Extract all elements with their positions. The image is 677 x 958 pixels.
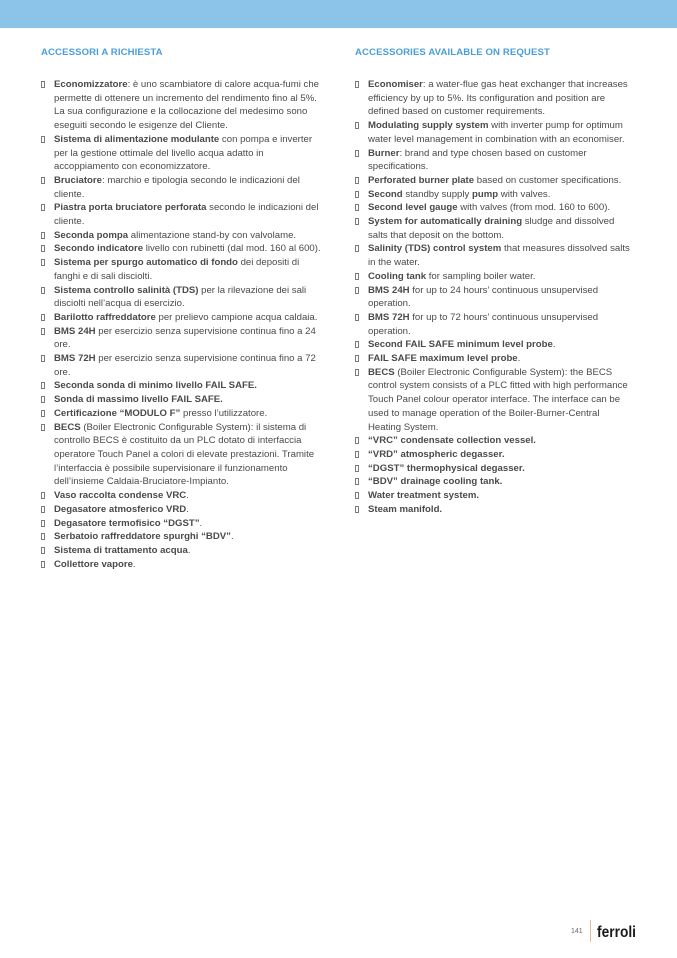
bullet-icon [41, 259, 45, 266]
item-term: Perforated burner plate [368, 174, 475, 186]
list-item [41, 421, 323, 490]
item-term: Economiser [368, 79, 423, 90]
item-text: : a water-flue gas heat exchanger that increases efficiency by up to 5%. Its configuration and position are defined based on customer requirements. [368, 79, 628, 118]
item-term: Seconda pompa [54, 229, 129, 241]
item-text: dei depositi di fanghi e di sali disciolti. [54, 257, 300, 282]
list-item [355, 242, 635, 269]
item-term: Serbatoio raffreddatore spurghi “BDV” [54, 531, 231, 543]
list-item [41, 242, 323, 256]
page-number: 141 [571, 928, 583, 935]
item-term: Collettore vapore [54, 558, 133, 570]
item-text: (Boiler Electronic Configurable System): the BECS control system consists of a PLC fitted with high performance Touch Panel colour operator interface. The interface can be used to manage operation of the Boiler-Burner-Central Heating System. [368, 366, 628, 433]
list-item [41, 311, 323, 325]
list-item [41, 558, 323, 572]
item-text: (Boiler Electronic Configurable System): il sistema di controllo BECS è costituito da un PLC dotato di interfaccia operatore Touch Panel a colori di elevate prestazioni. Tramite l’interfaccia è possibile supervisionare il funzionamento dell’insieme Caldaia-Bruciatore-Impianto. [54, 421, 315, 488]
ferroli-logo [597, 923, 637, 941]
item-term: Second FAIL SAFE minimum level probe [368, 339, 553, 351]
bullet-icon [355, 191, 359, 198]
item-text: secondo le indicazioni del cliente. [54, 202, 319, 228]
bullet-icon [41, 410, 45, 417]
bullet-icon [41, 424, 45, 431]
item-text: presso l’utilizzatore. [180, 407, 268, 419]
list-item [355, 147, 635, 174]
item-term: Piastra porta bruciatore perforata [54, 202, 207, 214]
item-text: sludge and dissolved salts that deposit on the bottom. [368, 216, 615, 241]
item-text: . [132, 558, 136, 570]
list-item [355, 462, 635, 476]
item-term: Sistema di trattamento acqua [54, 544, 188, 556]
item-term: Barilotto raffreddatore [54, 311, 156, 323]
bullet-icon [41, 382, 45, 389]
bullet-icon [355, 369, 359, 376]
item-text: per esercizio senza supervisione continua fino a 72 ore. [54, 353, 316, 378]
list-item [355, 188, 635, 202]
item-term: Secondo indicatore [54, 243, 144, 255]
list-item [41, 133, 323, 174]
english-heading: ACCESSORIES AVAILABLE ON REQUEST [355, 47, 550, 58]
italian-accessory-list [41, 78, 323, 571]
list-item [355, 284, 635, 311]
bullet-icon [355, 150, 359, 157]
item-term: Vaso raccolta condense VRC [54, 490, 187, 502]
list-item [355, 366, 635, 435]
bullet-icon [355, 506, 359, 513]
bullet-icon [355, 492, 359, 499]
item-text: . [186, 490, 189, 502]
list-item [355, 215, 635, 242]
list-item [41, 489, 323, 503]
bullet-icon [355, 355, 359, 362]
ferroli-logo-text: ferroli [597, 924, 636, 941]
list-item [41, 284, 323, 311]
item-text: with inverter pump for optimum water level management in combination with an economiser. [368, 120, 625, 145]
bullet-icon [41, 232, 45, 239]
item-term: Degasatore atmosferico VRD [54, 503, 187, 515]
bullet-icon [355, 287, 359, 294]
list-item [41, 393, 323, 407]
bullet-icon [41, 81, 45, 88]
english-column [355, 47, 635, 517]
item-term: Cooling tank [368, 270, 427, 282]
bullet-icon [41, 328, 45, 335]
item-text: . [186, 503, 189, 515]
italian-column [41, 47, 323, 571]
list-item [355, 448, 635, 462]
top-color-band [0, 0, 677, 28]
item-text: based on customer specifications. [474, 174, 622, 186]
list-item [355, 503, 635, 517]
bullet-icon [355, 273, 359, 280]
list-item [355, 78, 635, 119]
bullet-icon [41, 355, 45, 362]
item-text: con pompa e inverter per la gestione ottimale del livello acqua adatto in accoppiamento con economizzatore. [54, 133, 313, 173]
item-term: Sistema per spurgo automatico di fondo [54, 257, 238, 269]
bullet-icon [355, 437, 359, 444]
item-term: BMS 72H [368, 311, 410, 323]
item-text: : brand and type chosen based on customer specifications. [368, 147, 587, 173]
list-item [41, 544, 323, 558]
bullet-icon [355, 177, 359, 184]
item-term: Sistema di alimentazione modulante [54, 133, 220, 145]
list-item [41, 530, 323, 544]
bullet-icon [41, 245, 45, 252]
item-text: alimentazione stand-by con valvolame. [128, 229, 297, 241]
list-item [355, 119, 635, 146]
list-item [355, 434, 635, 448]
list-item [41, 229, 323, 243]
item-text: . [230, 531, 234, 543]
list-item [41, 201, 323, 228]
item-term: Seconda sonda di minimo livello FAIL SAFE. [54, 380, 257, 392]
item-text: : marchio e tipologia secondo le indicazioni del cliente. [54, 174, 300, 200]
bullet-icon [355, 451, 359, 458]
bullet-icon [355, 122, 359, 129]
bullet-icon [41, 136, 45, 143]
item-term: Modulating supply system [368, 120, 489, 132]
list-item [41, 256, 323, 283]
item-text: standby supply [402, 188, 472, 200]
list-item [355, 270, 635, 284]
item-text: with valves (from mod. 160 to 600). [457, 202, 611, 214]
item-term: Degasatore termofisico “DGST” [54, 517, 200, 529]
item-text: that measures dissolved salts in the water. [368, 243, 630, 269]
item-term: “BDV” drainage cooling tank. [368, 476, 503, 488]
item-term: Sistema controllo salinità (TDS) [54, 284, 199, 296]
bullet-icon [41, 314, 45, 321]
item-term: Economizzatore [54, 79, 128, 90]
item-term: Second [368, 188, 403, 200]
bullet-icon [355, 478, 359, 485]
bullet-icon [41, 561, 45, 568]
item-term: BECS [54, 421, 81, 433]
english-accessory-list [355, 78, 635, 517]
bullet-icon [355, 204, 359, 211]
list-item [41, 325, 323, 352]
item-text: . [552, 339, 556, 351]
list-item [355, 311, 635, 338]
bullet-icon [41, 506, 45, 513]
item-term: BMS 72H [54, 353, 96, 365]
item-text: for up to 72 hours’ continuous unsupervised operation. [368, 311, 599, 337]
italian-heading: ACCESSORI A RICHIESTA [41, 47, 163, 58]
item-term: Steam manifold. [368, 503, 443, 515]
bullet-icon [41, 287, 45, 294]
item-text: . [187, 544, 191, 556]
list-item [41, 407, 323, 421]
bullet-icon [355, 218, 359, 225]
list-item [355, 352, 635, 366]
list-item [355, 475, 635, 489]
item-term: “VRC” condensate collection vessel. [368, 435, 536, 447]
item-text: : è uno scambiatore di calore acqua-fumi che permette di ottenere un incremento del rendimento fino al 5%. La sua configurazione e la collocazione del medesimo sono eseguiti secondo le esigenze del Cliente. [54, 79, 320, 132]
list-item [355, 489, 635, 503]
bullet-icon [41, 204, 45, 211]
item-term: BMS 24H [368, 284, 410, 296]
item-term: Sonda di massimo livello FAIL SAFE. [54, 394, 223, 406]
bullet-icon [41, 520, 45, 527]
item-term: Water treatment system. [368, 490, 480, 502]
bullet-icon [355, 465, 359, 472]
bullet-icon [41, 492, 45, 499]
list-item [41, 379, 323, 393]
bullet-icon [355, 245, 359, 252]
item-text: per la rilevazione dei sali disciolti nell’acqua di esercizio. [54, 284, 307, 310]
item-text: livello con rubinetti (dal mod. 160 al 600). [143, 243, 321, 255]
item-text: for sampling boiler water. [426, 270, 536, 282]
item-term: “DGST” thermophysical degasser. [368, 462, 525, 474]
item-term: FAIL SAFE maximum level probe [368, 353, 518, 365]
bullet-icon [41, 533, 45, 540]
list-item [41, 503, 323, 517]
list-item [41, 174, 323, 201]
item-text: . [517, 353, 521, 365]
item-term: pump [472, 188, 499, 200]
bullet-icon [41, 547, 45, 554]
item-text: for up to 24 hours’ continuous unsupervised operation. [368, 284, 599, 310]
item-term: Salinity (TDS) control system [368, 243, 502, 255]
bullet-icon [41, 396, 45, 403]
bullet-icon [355, 81, 359, 88]
item-term: Bruciatore [54, 174, 102, 186]
item-term: BECS [368, 366, 395, 378]
list-item [355, 201, 635, 215]
item-text: per prelievo campione acqua caldaia. [155, 311, 318, 323]
item-term: Certificazione “MODULO F” [54, 407, 181, 419]
item-term: System for automatically draining [368, 216, 523, 228]
bullet-icon [355, 314, 359, 321]
item-text: . [199, 517, 203, 529]
bullet-icon [355, 341, 359, 348]
footer-divider [590, 920, 591, 942]
list-item [41, 78, 323, 133]
item-term: “VRD” atmospheric degasser. [368, 448, 505, 460]
list-item [355, 338, 635, 352]
item-term: Burner [368, 147, 400, 159]
list-item [41, 517, 323, 531]
item-text: with valves. [498, 188, 551, 200]
bullet-icon [41, 177, 45, 184]
item-text: per esercizio senza supervisione continua fino a 24 ore. [54, 325, 316, 351]
list-item [41, 352, 323, 379]
item-term: BMS 24H [54, 325, 96, 337]
item-term: Second level gauge [368, 202, 458, 214]
list-item [355, 174, 635, 188]
